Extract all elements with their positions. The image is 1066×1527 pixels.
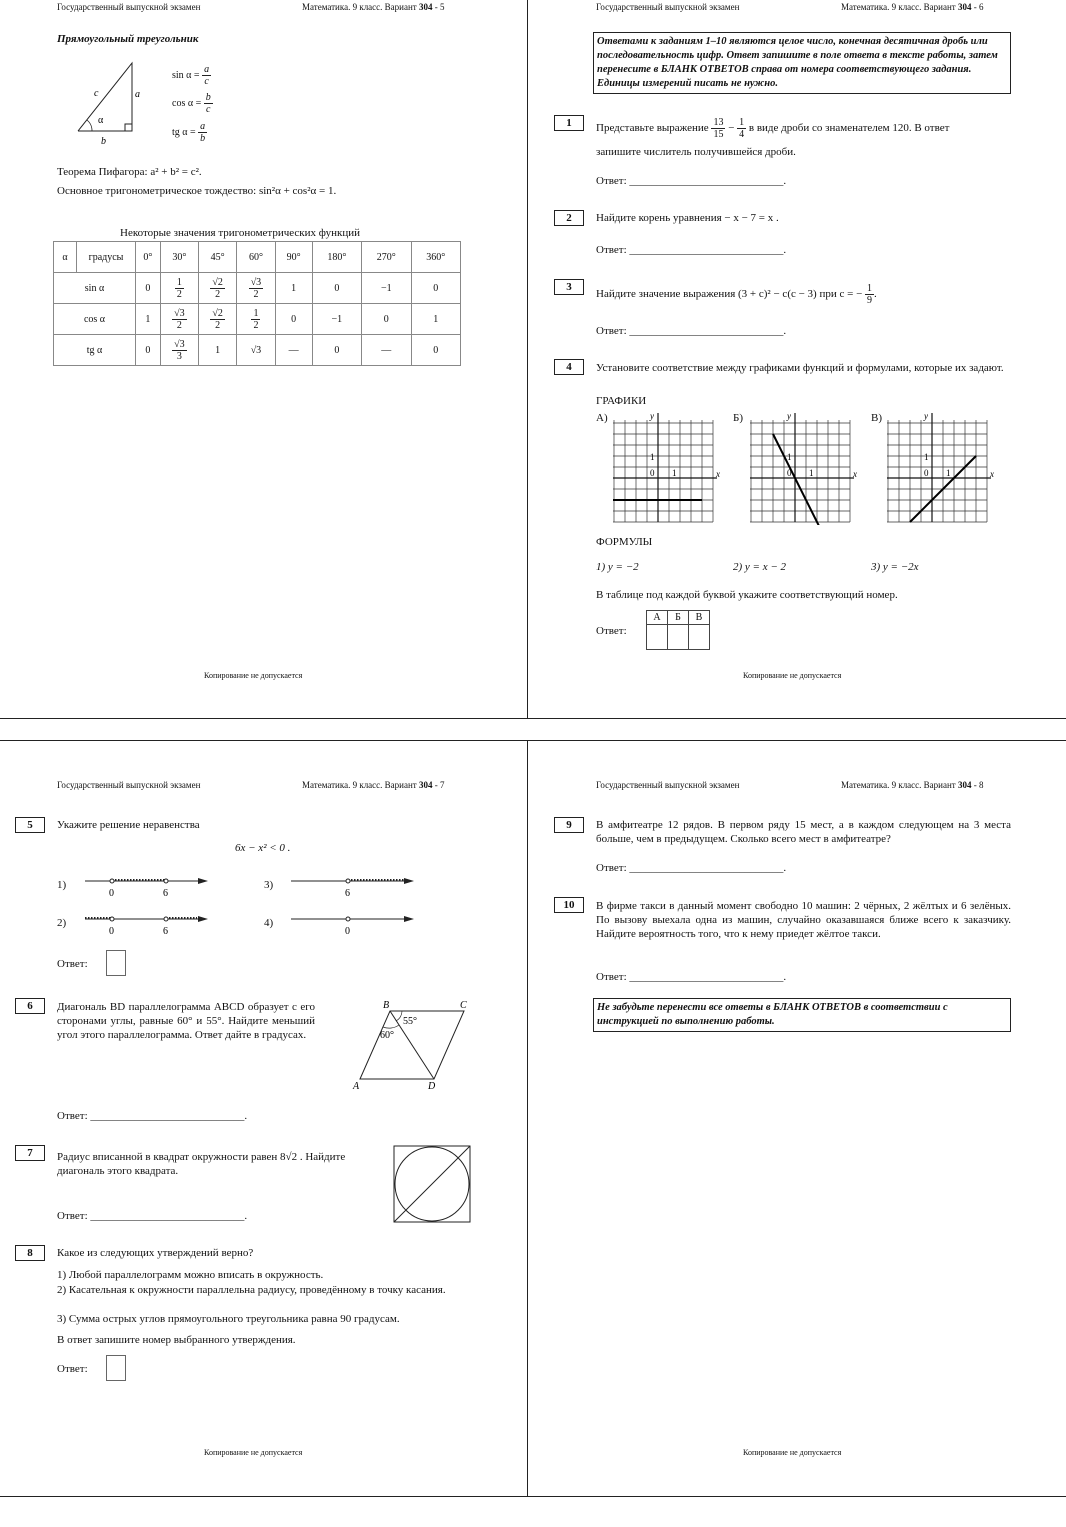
answer-box-5[interactable] <box>106 950 126 976</box>
x-axis-label: x <box>716 469 720 479</box>
trig-table <box>53 241 461 366</box>
formula-sin <box>172 64 211 87</box>
answer-field-9[interactable]: Ответ: ____________________________. <box>596 862 787 874</box>
header-subject: Математика. 9 класс. Вариант <box>841 780 958 790</box>
header-left: Государственный выпускной экзамен <box>596 780 740 790</box>
y-axis-label: y <box>924 411 928 421</box>
vertex-c: C <box>460 1000 467 1011</box>
table-row <box>54 273 461 304</box>
header-variant: 304 <box>957 780 972 790</box>
th-360: 360° <box>411 242 461 273</box>
answer-field-2[interactable]: Ответ: ____________________________. <box>596 244 787 256</box>
den: 2 <box>215 288 221 300</box>
cell: 1 <box>199 335 237 366</box>
cell <box>160 335 198 366</box>
task-8-note: В ответ запишите номер выбранного утверждения. <box>57 1334 296 1346</box>
option-3-number: 3) <box>264 879 274 891</box>
instructions-box: Ответами к заданиям 1–10 являются целое число, конечная десятичная дробь или последовательность цифр. Ответ запишите в поле ответа в тексте работы, затем перенесите в БЛАНК ОТВЕТОВ справа от номера соответствующего задания. Единицы измерений писать не нужно. <box>593 32 1011 94</box>
page-divider-horizontal-3 <box>0 1496 1066 1497</box>
header-page-number: - 5 <box>432 2 445 12</box>
frac-num: 1 <box>867 283 873 294</box>
tick-6: 6 <box>163 888 168 899</box>
angle-55: 55° <box>403 1016 417 1027</box>
th-90: 90° <box>275 242 312 273</box>
tick-label-1: 1 <box>924 452 929 462</box>
function-line <box>773 434 820 525</box>
footer: Копирование не допускается <box>204 1448 303 1457</box>
header-variant: 304 <box>418 2 433 12</box>
frac-den: 9 <box>867 295 873 306</box>
formulas-label: ФОРМУЛЫ <box>596 536 653 548</box>
answer-cell-b[interactable] <box>668 625 689 650</box>
cell: 0 <box>411 273 461 304</box>
cell: 0 <box>312 273 361 304</box>
angle-60: 60° <box>380 1030 394 1041</box>
tick-label-0: 0 <box>787 468 792 478</box>
parallelogram-figure <box>350 997 475 1092</box>
frac-num: 1 <box>739 117 745 128</box>
task-2-text: Найдите корень уравнения − x − 7 = x . <box>596 212 779 224</box>
option-1-number: 1) <box>57 879 67 891</box>
task-number-5: 5 <box>15 817 45 833</box>
letter-a: А <box>647 611 668 625</box>
pythagoras-theorem: Теорема Пифагора: a² + b² = c². <box>57 166 202 178</box>
graph-a <box>613 410 723 525</box>
label-alpha: α <box>98 115 104 126</box>
sin-den: c <box>204 76 209 87</box>
section-title: Прямоугольный треугольник <box>57 33 199 45</box>
task-number-9: 9 <box>554 817 584 833</box>
task-1-text-b: в виде дроби со знаменателем 120. В ответ <box>748 122 950 135</box>
den: 3 <box>176 350 182 362</box>
cell: 0 <box>275 304 312 335</box>
th-60: 60° <box>237 242 275 273</box>
task-4-text: Установите соответствие между графиками функций и формулами, которые их задают. <box>596 362 1004 374</box>
label-a: a <box>135 89 140 100</box>
task-8-text: Какое из следующих утверждений верно? <box>57 1247 254 1259</box>
formula-cos-label: cos α = <box>172 97 202 109</box>
page-6 <box>531 0 1061 715</box>
header-page-number: - 8 <box>971 780 984 790</box>
tick-6: 6 <box>163 926 168 937</box>
th-30: 30° <box>160 242 198 273</box>
task-number-1: 1 <box>554 115 584 131</box>
task-3-text: Найдите значение выражения (3 + c)² − c(c − 3) при c = − $\frac{1}{9}$ . <box>596 283 877 306</box>
header-page-number: - 7 <box>432 780 445 790</box>
graphs-label: ГРАФИКИ <box>596 395 647 407</box>
header-left: Государственный выпускной экзамен <box>57 780 201 790</box>
answer-label-8: Ответ: <box>57 1363 88 1375</box>
num: √2 <box>212 276 223 288</box>
tick-label-0: 0 <box>650 468 655 478</box>
minus-sign: − <box>728 122 735 135</box>
header-variant: 304 <box>418 780 433 790</box>
vertex-a: A <box>353 1081 360 1092</box>
task-3-text-main: Найдите значение выражения (3 + c)² − c(c − 3) при c = − <box>596 288 863 301</box>
cell <box>237 304 275 335</box>
num: √3 <box>174 338 185 350</box>
label-c: c <box>94 88 99 99</box>
table-row <box>647 625 710 650</box>
tick-0: 0 <box>109 888 114 899</box>
num: 1 <box>253 307 259 319</box>
table-caption: Некоторые значения тригонометрических функций <box>120 227 361 239</box>
graph-v <box>887 410 997 525</box>
den: 2 <box>253 288 259 300</box>
graph-b <box>750 410 860 525</box>
letter-v: В <box>689 611 710 625</box>
th-270: 270° <box>362 242 411 273</box>
footer: Копирование не допускается <box>204 671 303 680</box>
option-4-number: 4) <box>264 917 274 929</box>
cell: 1 <box>275 273 312 304</box>
letter-b: Б <box>668 611 689 625</box>
tick-0: 0 <box>109 926 114 937</box>
formula-2: 2) y = x − 2 <box>733 561 787 573</box>
cell <box>199 304 237 335</box>
answer-field-7[interactable]: Ответ: ____________________________. <box>57 1210 248 1222</box>
frac-num: 13 <box>713 117 724 128</box>
page-divider-horizontal <box>0 718 1066 719</box>
statement-1: 1) Любой параллелограмм можно вписать в окружность. <box>57 1269 324 1281</box>
header-page-number: - 6 <box>971 2 984 12</box>
answer-field-6[interactable]: Ответ: ____________________________. <box>57 1110 248 1122</box>
table-row <box>54 335 461 366</box>
header-left: Государственный выпускной экзамен <box>596 2 740 12</box>
frac-den: 15 <box>713 129 724 140</box>
answer-cell-a[interactable] <box>647 625 668 650</box>
task-10-text: В фирме такси в данный момент свободно 10 машин: 2 чёрных, 2 жёлтых и 6 зелёных. По вызову выехала одна из машин, случайно оказавшаяся ближе всего к заказчику. Найдите вероятность того, что к нему приедет жёлтое такси. <box>596 900 1011 940</box>
header-left: Государственный выпускной экзамен <box>57 2 201 12</box>
cell <box>199 273 237 304</box>
task-1-text-c: запишите числитель получившейся дроби. <box>596 146 796 158</box>
task-6-text: Диагональ BD параллелограмма ABCD образует с его сторонами углы, равные 60° и 55°. Найдите меньший угол этого параллелограмма. Ответ дайте в градусах. <box>57 1001 315 1041</box>
answer-label-4: Ответ: <box>596 625 627 637</box>
square-circle-figure <box>392 1144 472 1224</box>
answer-label-5: Ответ: <box>57 958 88 970</box>
cell: 0 <box>362 304 411 335</box>
header-right <box>841 780 983 790</box>
page-7 <box>0 742 530 1457</box>
answer-field-1[interactable]: Ответ: ____________________________. <box>596 175 787 187</box>
vertex-d: D <box>428 1081 436 1092</box>
cell: 1 <box>136 304 161 335</box>
den: 2 <box>253 319 259 331</box>
num: √2 <box>212 307 223 319</box>
den: 2 <box>215 319 221 331</box>
graph-letter-v: В) <box>871 412 882 424</box>
th-degrees: градусы <box>77 242 136 273</box>
table-instruction: В таблице под каждой буквой укажите соответствующий номер. <box>596 589 898 601</box>
task-number-10: 10 <box>554 897 584 913</box>
trig-identity: Основное тригонометрическое тождество: sin²α + cos²α = 1. <box>57 185 337 197</box>
cell <box>237 273 275 304</box>
tg-num: a <box>200 121 206 132</box>
task-number-7: 7 <box>15 1145 45 1161</box>
y-axis-label: y <box>650 411 654 421</box>
cell: −1 <box>312 304 361 335</box>
table-row <box>54 242 461 273</box>
cos-den: c <box>205 104 211 115</box>
inequality: 6x − x² < 0 . <box>235 842 291 854</box>
footer: Копирование не допускается <box>743 671 842 680</box>
formula-tg-label: tg α = <box>172 126 196 138</box>
statement-2: 2) Касательная к окружности параллельна радиусу, проведённому в точку касания. <box>57 1284 446 1296</box>
cell <box>160 273 198 304</box>
den: 2 <box>176 319 182 331</box>
page-divider-horizontal-2 <box>0 740 1066 741</box>
tick-label-1: 1 <box>672 468 677 478</box>
tg-den: b <box>200 133 206 144</box>
x-axis-label: x <box>853 469 857 479</box>
table-row <box>647 611 710 625</box>
graph-letter-b: Б) <box>733 412 743 424</box>
right-triangle-figure <box>70 55 150 150</box>
task-5-text: Укажите решение неравенства <box>57 819 200 831</box>
y-axis-label: y <box>787 411 791 421</box>
vertex-b: B <box>383 1000 390 1011</box>
reminder-box: Не забудьте перенести все ответы в БЛАНК ОТВЕТОВ в соответствии с инструкцией по выполнению работы. <box>593 998 1011 1032</box>
row-name-cos: cos α <box>54 304 136 335</box>
cell: −1 <box>362 273 411 304</box>
frac-den: 4 <box>739 129 745 140</box>
task-number-6: 6 <box>15 998 45 1014</box>
cell: 0 <box>136 335 161 366</box>
answer-field-3[interactable]: Ответ: ____________________________. <box>596 325 787 337</box>
header-subject: Математика. 9 класс. Вариант <box>841 2 958 12</box>
th-0: 0° <box>136 242 161 273</box>
answer-table-4 <box>646 610 710 650</box>
formula-cos <box>172 92 213 115</box>
num: 1 <box>176 276 182 288</box>
num: √3 <box>174 307 185 319</box>
header-variant: 304 <box>957 2 972 12</box>
cell: 0 <box>136 273 161 304</box>
task-number-8: 8 <box>15 1245 45 1261</box>
page-5 <box>0 0 530 715</box>
cell: 1 <box>411 304 461 335</box>
formula-1: 1) y = −2 <box>596 561 639 573</box>
header-right <box>302 2 444 12</box>
label-b: b <box>101 136 106 147</box>
cell: 0 <box>411 335 461 366</box>
row-name-sin: sin α <box>54 273 136 304</box>
answer-field-10[interactable]: Ответ: ____________________________. <box>596 971 787 983</box>
tick-label-1: 1 <box>946 468 951 478</box>
task-1-text-a: Представьте выражение <box>596 122 709 135</box>
tick-label-1: 1 <box>650 452 655 462</box>
tick-0: 0 <box>345 926 350 937</box>
task-number-4: 4 <box>554 359 584 375</box>
statement-3: 3) Сумма острых углов прямоугольного треугольника равна 90 градусам. <box>57 1313 400 1325</box>
sin-num: a <box>204 64 210 75</box>
cos-num: b <box>205 92 211 103</box>
table-row <box>54 304 461 335</box>
page-8 <box>531 742 1061 1457</box>
tick-6: 6 <box>345 888 350 899</box>
task-1-text <box>596 117 1011 140</box>
tick-label-1: 1 <box>787 452 792 462</box>
task-9-text: В амфитеатре 12 рядов. В первом ряду 15 мест, а в каждом следующем на 3 места больше, чем в предыдущем. Сколько всего мест в амфитеатре? <box>596 819 1011 845</box>
th-alpha: α <box>54 242 77 273</box>
number-line-option-2[interactable] <box>80 908 215 938</box>
cell: √3 <box>237 335 275 366</box>
formula-tg <box>172 121 207 144</box>
number-line-option-3[interactable] <box>288 870 423 900</box>
x-axis-label: x <box>990 469 994 479</box>
graph-letter-a: А) <box>596 412 608 424</box>
tick-label-1: 1 <box>809 468 814 478</box>
tick-label-0: 0 <box>924 468 929 478</box>
task-number-2: 2 <box>554 210 584 226</box>
th-180: 180° <box>312 242 361 273</box>
header-right <box>841 2 983 12</box>
header-right <box>302 780 444 790</box>
cell: 0 <box>312 335 361 366</box>
cell: — <box>275 335 312 366</box>
den: 2 <box>176 288 182 300</box>
formula-3: 3) y = −2x <box>871 561 919 573</box>
num: √3 <box>250 276 262 288</box>
header-subject: Математика. 9 класс. Вариант <box>302 2 419 12</box>
th-45: 45° <box>199 242 237 273</box>
cell: — <box>362 335 411 366</box>
cell <box>160 304 198 335</box>
task-number-3: 3 <box>554 279 584 295</box>
task-7-text: Радиус вписанной в квадрат окружности равен 8√2 . Найдите диагональ этого квадрата. <box>57 1151 346 1177</box>
answer-box-8[interactable] <box>106 1355 126 1381</box>
row-name-tg: tg α <box>54 335 136 366</box>
answer-cell-v[interactable] <box>689 625 710 650</box>
header-subject: Математика. 9 класс. Вариант <box>302 780 419 790</box>
option-2-number: 2) <box>57 917 67 929</box>
number-line-option-1[interactable] <box>80 870 215 900</box>
number-line-option-4[interactable] <box>288 908 423 938</box>
footer: Копирование не допускается <box>743 1448 842 1457</box>
formula-sin-label: sin α = <box>172 69 200 81</box>
